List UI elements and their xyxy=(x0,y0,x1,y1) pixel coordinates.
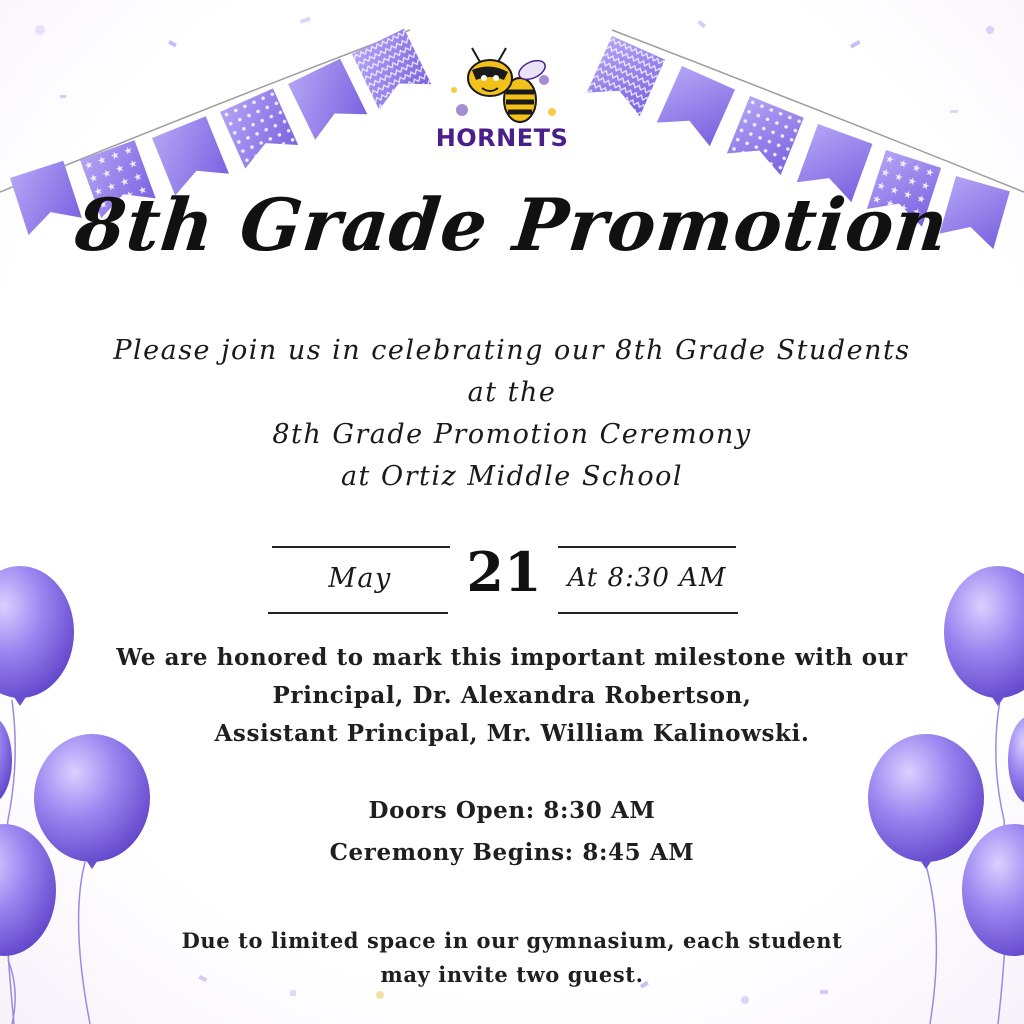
note-line: may invite two guest. xyxy=(380,962,644,987)
honored-line: We are honored to mark this important milestone with our xyxy=(116,644,908,671)
doors-open: Doors Open: 8:30 AM xyxy=(368,797,656,824)
logo-wordmark: HORNETS xyxy=(435,124,569,152)
date-rule-bottom-left xyxy=(268,612,448,614)
honored-line: Assistant Principal, Mr. William Kalinowski. xyxy=(214,720,810,747)
date-rule-top-right xyxy=(558,546,736,548)
guest-note xyxy=(90,924,934,992)
date-month: May xyxy=(328,563,392,594)
date-time: At 8:30 AM xyxy=(567,563,727,593)
invitation-text xyxy=(60,330,964,498)
invitation-line: 8th Grade Promotion Ceremony xyxy=(272,419,752,450)
date-rule-top-left xyxy=(272,546,450,548)
invitation-line: Please join us in celebrating our 8th Grade Students xyxy=(113,335,911,366)
ceremony-begins: Ceremony Begins: 8:45 AM xyxy=(329,839,695,866)
honored-text xyxy=(90,639,934,753)
date-day: 21 xyxy=(466,540,542,604)
invitation-line: at the xyxy=(467,377,557,408)
note-line: Due to limited space in our gymnasium, each student xyxy=(181,928,843,953)
schedule xyxy=(90,790,934,874)
date-rule-bottom-right xyxy=(558,612,738,614)
page-title: 8th Grade Promotion xyxy=(71,182,953,267)
invitation-line: at Ortiz Middle School xyxy=(340,461,684,492)
honored-line: Principal, Dr. Alexandra Robertson, xyxy=(272,682,752,709)
